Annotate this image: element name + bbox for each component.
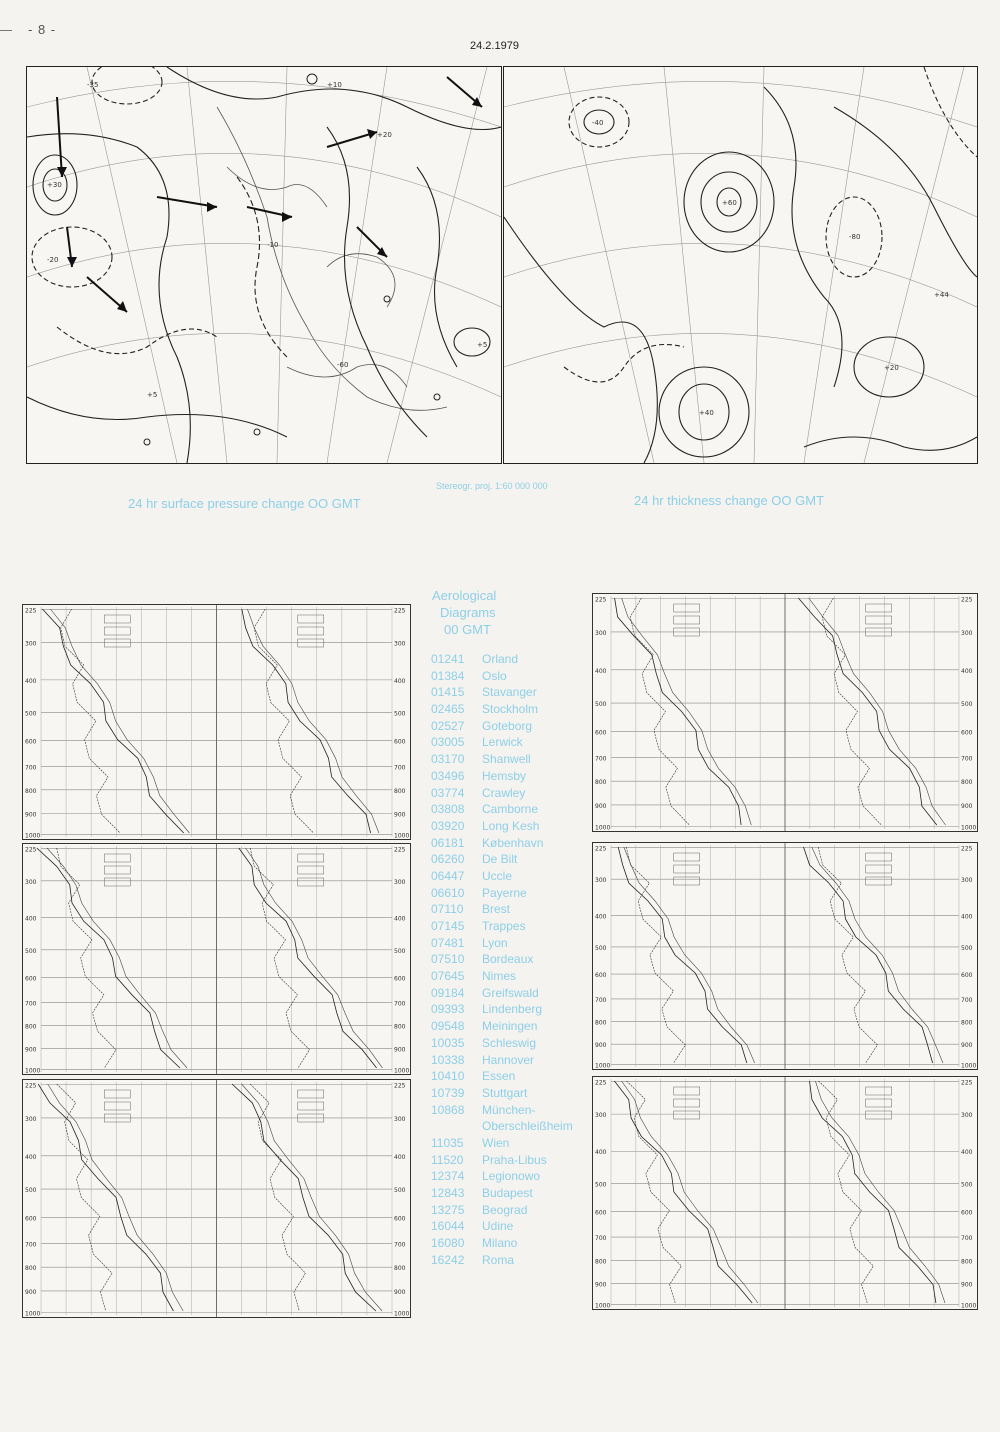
station-name: Uccle [482,868,513,883]
pressure-label: 700 [595,996,607,1004]
aerological-diagram-left-2 [22,843,411,1075]
sounding-chart [23,605,410,839]
station-code: 03170 [431,752,465,767]
pressure-label: 700 [394,764,406,772]
aerological-diagram-left-3 [22,1079,411,1318]
pressure-label: 400 [394,915,406,923]
pressure-label: 600 [394,1215,406,1223]
station-row [428,1001,588,1018]
station-row [428,951,588,968]
pressure-label: 500 [25,1187,37,1195]
pressure-label: 300 [961,629,973,637]
station-code: 09393 [431,1002,465,1017]
station-code: 10410 [431,1069,465,1084]
pressure-label: 1000 [25,1067,41,1074]
station-box [674,1111,700,1119]
pressure-label: 700 [394,1000,406,1008]
station-row [428,968,588,985]
station-row [428,835,588,852]
svg-text:+60: +60 [722,199,737,207]
pressure-label: 400 [961,667,973,675]
station-row [428,1052,588,1069]
pressure-label: 300 [961,877,973,885]
legend-title-line: Diagrams [440,605,496,620]
pressure-label: 800 [394,787,406,795]
station-name: Udine [482,1219,514,1234]
station-name: Schleswig [482,1035,537,1050]
pressure-label: 400 [25,1153,37,1161]
svg-text:+44: +44 [934,291,949,299]
pressure-label: 1000 [961,824,977,831]
pressure-label: 300 [25,640,37,648]
station-name: Lindenberg [482,1002,543,1017]
station-row [428,1185,588,1202]
station-name: Lerwick [482,735,523,750]
svg-text:-35: -35 [87,81,99,89]
pressure-label: 700 [961,755,973,763]
svg-text:+20: +20 [884,364,899,372]
station-box [674,604,700,612]
station-row [428,785,588,802]
station-box [298,1090,324,1098]
pressure-label: 900 [595,802,607,810]
pressure-label: 400 [595,1149,607,1157]
pressure-label: 500 [394,947,406,955]
svg-text:+30: +30 [47,181,62,189]
station-row [428,985,588,1002]
pressure-label: 300 [595,629,607,637]
station-box [298,627,324,635]
svg-text:-80: -80 [849,233,861,241]
pressure-label: 900 [394,811,406,819]
pressure-label: 600 [25,738,37,746]
pressure-label: 900 [595,1281,607,1289]
station-row [428,1085,588,1102]
svg-text:+5: +5 [147,391,158,399]
station-box [104,1102,130,1110]
station-name: Beograd [482,1202,528,1217]
station-row [428,684,588,701]
station-code: 01415 [431,685,465,700]
station-code: 07481 [431,935,465,950]
station-row [428,734,588,751]
sounding-chart [593,594,977,831]
station-name: Wien [482,1135,510,1150]
pressure-label: 800 [25,1023,37,1031]
pressure-label: 700 [961,1235,973,1243]
pressure-label: 800 [25,1265,37,1273]
station-name: Greifswald [482,985,539,1000]
pressure-label: 600 [961,729,973,737]
pressure-label: 900 [595,1042,607,1050]
thickness-change-map [503,66,978,464]
station-code: 12843 [431,1186,465,1201]
station-row [428,651,588,668]
station-name: Long Kesh [482,818,540,833]
station-code: 07510 [431,952,465,967]
station-row [428,901,588,918]
pressure-label: 500 [394,1187,406,1195]
station-row [428,1102,588,1135]
station-box [674,853,700,861]
station-code: 07645 [431,969,465,984]
pressure-label: 500 [394,710,406,718]
pressure-label: 600 [595,729,607,737]
pressure-label: 900 [25,1288,37,1296]
pressure-label: 600 [961,972,973,980]
svg-text:-40: -40 [592,119,604,127]
pressure-label: 1000 [961,1302,977,1309]
station-row [428,718,588,735]
pressure-label: 800 [595,1258,607,1266]
station-name: København [482,835,544,850]
station-row [428,1218,588,1235]
pressure-label: 1000 [394,1067,410,1074]
station-box [866,1111,892,1119]
station-name: Bordeaux [482,952,534,967]
station-name: Budapest [482,1186,533,1201]
station-box [866,865,892,873]
station-box [674,877,700,885]
station-box [298,878,324,886]
station-name: Brest [482,902,511,917]
station-box [866,604,892,612]
station-row [428,885,588,902]
station-name: Goteborg [482,718,533,733]
station-code: 16242 [431,1252,465,1267]
station-row [428,868,588,885]
pressure-label: 1000 [25,1310,41,1317]
pressure-label: 225 [25,607,37,615]
station-row [428,918,588,935]
pressure-label: 400 [25,677,37,685]
station-code: 03005 [431,735,465,750]
station-code: 10338 [431,1052,465,1067]
station-box [104,627,130,635]
pressure-label: 500 [25,710,37,718]
station-row [428,1168,588,1185]
station-row [428,1235,588,1252]
pressure-label: 800 [961,1019,973,1027]
pressure-label: 225 [25,846,37,854]
station-box [298,854,324,862]
pressure-label: 500 [961,944,973,952]
station-row [428,1068,588,1085]
pressure-label: 600 [595,1209,607,1217]
station-code: 13275 [431,1202,465,1217]
pressure-label: 900 [394,1046,406,1054]
legend-title-line: Aerological [432,588,497,603]
station-row [428,818,588,835]
station-code: 11520 [431,1152,464,1167]
aerological-diagram-right-1 [592,593,978,832]
station-box [866,877,892,885]
station-row [428,1135,588,1152]
projection-note: Stereogr. proj. 1:60 000 000 [436,481,548,491]
station-name: Stuttgart [482,1085,528,1100]
pressure-label: 300 [961,1112,973,1120]
pressure-label: 500 [595,944,607,952]
pressure-label: 225 [961,845,973,853]
station-code: 06260 [431,852,465,867]
station-box [104,615,130,623]
station-code: 07110 [431,902,464,917]
station-row [428,1252,588,1269]
station-code: 06181 [431,835,465,850]
pressure-label: 225 [394,846,406,854]
pressure-label: 600 [25,975,37,983]
pressure-label: 300 [25,878,37,886]
station-row [428,768,588,785]
station-code: 06610 [431,885,465,900]
sounding-chart [593,1077,977,1309]
station-name: Stockholm [482,702,539,717]
pressure-label: 225 [394,607,406,615]
station-name: Oslo [482,668,507,683]
aerological-diagram-left-1 [22,604,411,840]
station-box [298,639,324,647]
station-row [428,751,588,768]
pressure-label: 500 [961,1181,973,1189]
station-code: 03774 [431,785,465,800]
station-box [674,865,700,873]
pressure-label: 800 [394,1265,406,1273]
station-box [866,1087,892,1095]
aerological-legend [428,587,588,1268]
pressure-label: 600 [25,1215,37,1223]
pressure-label: 700 [595,1235,607,1243]
station-code: 06447 [431,868,465,883]
station-box [104,866,130,874]
pressure-label: 300 [595,877,607,885]
station-row [428,1152,588,1169]
svg-text:+5: +5 [477,341,488,349]
station-box [674,1099,700,1107]
aerological-diagram-right-2 [592,842,978,1070]
station-name: Nimes [482,969,517,984]
station-name: Stavanger [482,685,537,700]
station-code: 10739 [431,1085,465,1100]
station-name: Orland [482,652,519,666]
pressure-label: 300 [394,1115,406,1123]
station-code: 16044 [431,1219,465,1234]
station-row [428,851,588,868]
station-list [428,651,588,1268]
pressure-label: 225 [595,596,607,604]
station-name: De Bilt [482,852,518,867]
pressure-label: 900 [961,1281,973,1289]
station-code: 09184 [431,985,465,1000]
issue-date: 24.2.1979 [470,40,519,52]
station-row [428,1018,588,1035]
pressure-label: 600 [394,975,406,983]
pressure-label: 900 [961,802,973,810]
pressure-label: 300 [394,878,406,886]
station-box [866,1099,892,1107]
station-code: 01384 [431,668,465,683]
station-name: Essen [482,1069,516,1084]
station-box [298,615,324,623]
surface-pressure-map-drawing [27,67,501,463]
pressure-label: 225 [394,1082,406,1090]
station-name: Trappes [482,919,526,933]
pressure-label: 500 [25,947,37,955]
station-code: 11035 [431,1135,464,1150]
pressure-label: 1000 [961,1062,977,1069]
station-name: Payerne [482,885,527,900]
pressure-label: 400 [961,913,973,921]
station-name: Hemsby [482,768,527,783]
station-code: 02527 [431,718,465,733]
legend-title [428,587,588,638]
pressure-label: 900 [394,1288,406,1296]
pressure-label: 800 [961,1258,973,1266]
station-name: Meiningen [482,1019,538,1034]
pressure-label: 400 [394,1153,406,1161]
station-box [104,1090,130,1098]
pressure-label: 400 [595,667,607,675]
pressure-label: 500 [595,1181,607,1189]
station-box [866,616,892,624]
pressure-label: 225 [961,1079,973,1087]
pressure-label: 700 [961,996,973,1004]
station-name: Roma [482,1252,515,1267]
pressure-label: 1000 [595,824,611,831]
svg-text:+10: +10 [327,81,342,89]
station-row [428,701,588,718]
pressure-label: 800 [25,787,37,795]
station-box [298,1102,324,1110]
sounding-chart [593,843,977,1069]
pressure-label: 800 [595,1019,607,1027]
aerological-diagram-right-3 [592,1076,978,1310]
pressure-label: 600 [595,972,607,980]
legend-title-line: 00 GMT [444,622,491,637]
station-name: Praha-Libus [482,1152,547,1167]
station-name: Lyon [482,935,508,950]
page-number: - 8 - [28,22,57,37]
thickness-caption: 24 hr thickness change OO GMT [634,493,825,508]
station-box [866,853,892,861]
pressure-label: 700 [25,1000,37,1008]
pressure-label: 500 [595,701,607,709]
pressure-label: 600 [394,738,406,746]
station-code: 03920 [431,818,465,833]
pressure-label: 300 [25,1115,37,1123]
surface-pressure-change-map [26,66,502,464]
svg-text:-20: -20 [47,256,59,264]
svg-text:+20: +20 [377,131,392,139]
pressure-label: 400 [394,677,406,685]
pressure-label: 900 [961,1042,973,1050]
pressure-label: 400 [961,1149,973,1157]
station-row [428,668,588,685]
pressure-label: 1000 [394,832,410,839]
pressure-label: 500 [961,701,973,709]
pressure-label: 600 [961,1209,973,1217]
station-code: 07145 [431,919,465,933]
station-box [674,1087,700,1095]
station-code: 10035 [431,1035,465,1050]
svg-text:+40: +40 [699,409,714,417]
pressure-label: 800 [394,1023,406,1031]
pressure-label: 800 [595,779,607,787]
station-name: Camborne [482,802,539,817]
pressure-label: 300 [394,640,406,648]
station-code: 10868 [431,1102,465,1117]
pressure-label: 900 [25,1046,37,1054]
thickness-map-drawing [504,67,977,463]
station-code: 12374 [431,1169,465,1184]
station-row [428,935,588,952]
pressure-label: 700 [25,764,37,772]
station-name: Crawley [482,785,526,800]
pressure-label: 400 [595,913,607,921]
station-code: 03808 [431,802,465,817]
station-code: 16080 [431,1236,465,1251]
station-code: 03496 [431,768,465,783]
pressure-label: 400 [25,915,37,923]
sounding-chart [23,844,410,1074]
station-name: Milano [482,1236,518,1251]
station-name: Legionowo [482,1169,541,1184]
station-row [428,1202,588,1219]
pressure-label: 1000 [595,1302,611,1309]
pressure-label: 225 [595,1079,607,1087]
station-code: 02465 [431,702,465,717]
surface-pressure-caption: 24 hr surface pressure change OO GMT [128,496,361,511]
sounding-chart [23,1080,410,1317]
station-code: 01241 [431,652,465,666]
pressure-label: 300 [595,1112,607,1120]
pressure-label: 800 [961,779,973,787]
station-box [674,616,700,624]
pressure-label: 700 [25,1241,37,1249]
pressure-label: 900 [25,811,37,819]
station-name: Hannover [482,1052,535,1067]
station-box [104,639,130,647]
pressure-label: 700 [394,1241,406,1249]
pressure-label: 225 [961,596,973,604]
station-name: Shanwell [482,752,531,767]
svg-text:-10: -10 [267,241,279,249]
station-row [428,1035,588,1052]
svg-text:-60: -60 [337,361,349,369]
pressure-label: 225 [595,845,607,853]
pressure-label: 225 [25,1082,37,1090]
pressure-label: 1000 [394,1310,410,1317]
station-box [104,878,130,886]
station-name: München-Oberschleißheim [482,1102,573,1134]
station-box [298,866,324,874]
pressure-label: 1000 [595,1062,611,1069]
station-row [428,801,588,818]
station-code: 09548 [431,1019,465,1034]
station-box [104,854,130,862]
pressure-label: 700 [595,755,607,763]
pressure-label: 1000 [25,832,41,839]
